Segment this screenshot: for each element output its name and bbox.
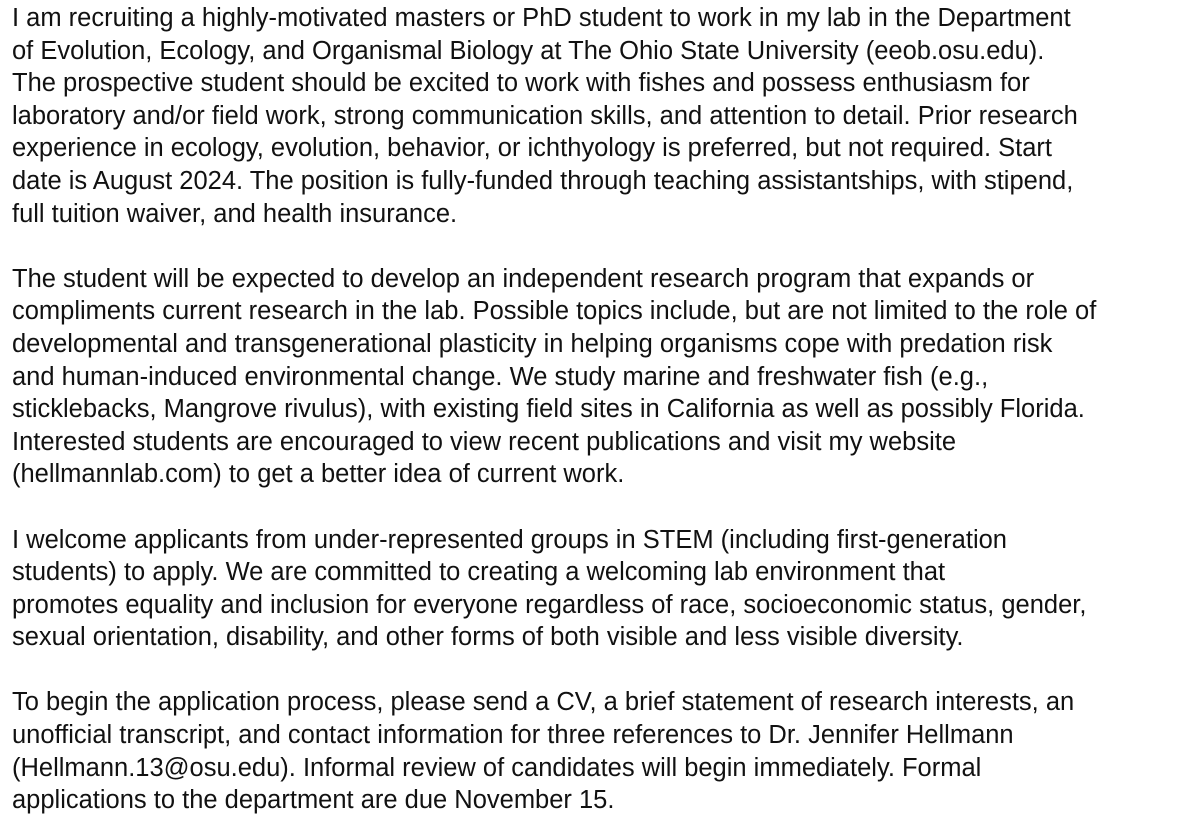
text-line: To begin the application process, please send a CV, a brief statement of research interests, an — [12, 688, 1075, 717]
text-line: full tuition waiver, and health insurance. — [12, 199, 458, 228]
text-line: date is August 2024. The position is fully-funded through teaching assistantships, with stipend, — [12, 166, 1074, 195]
text-line: The prospective student should be excited to work with fishes and possess enthusiasm for — [12, 69, 1030, 98]
document-body — [12, 2, 1192, 817]
text-line: (Hellmann.13@osu.edu). Informal review of candidates will begin immediately. Formal — [12, 753, 982, 782]
text-line: sticklebacks, Mangrove rivulus), with existing field sites in California as well as possibly Florida. — [12, 395, 1085, 424]
paragraph-application-process — [12, 686, 1192, 816]
paragraph-position-description — [12, 2, 1192, 230]
text-line: I welcome applicants from under-represented groups in STEM (including first-generation — [12, 525, 1007, 554]
text-line: unofficial transcript, and contact information for three references to Dr. Jennifer Hellmann — [12, 721, 1014, 750]
text-line: (hellmannlab.com) to get a better idea of current work. — [12, 460, 625, 489]
paragraph-research-program — [12, 263, 1192, 491]
text-line: experience in ecology, evolution, behavior, or ichthyology is preferred, but not required. Start — [12, 134, 1052, 163]
text-line: sexual orientation, disability, and other forms of both visible and less visible diversity. — [12, 623, 964, 652]
text-line: of Evolution, Ecology, and Organismal Biology at The Ohio State University (eeob.osu.edu). — [12, 36, 1045, 65]
text-line: I am recruiting a highly-motivated masters or PhD student to work in my lab in the Department — [12, 4, 1071, 32]
text-line: and human-induced environmental change. We study marine and freshwater fish (e.g., — [12, 362, 989, 391]
text-line: applications to the department are due November 15. — [12, 786, 615, 815]
text-line: promotes equality and inclusion for everyone regardless of race, socioeconomic status, gender, — [12, 590, 1087, 619]
text-line: The student will be expected to develop an independent research program that expands or — [12, 264, 1035, 293]
text-line: compliments current research in the lab. Possible topics include, but are not limited to the role of — [12, 297, 1097, 326]
text-line: developmental and transgenerational plasticity in helping organisms cope with predation risk — [12, 329, 1053, 358]
text-line: Interested students are encouraged to view recent publications and visit my website — [12, 427, 957, 456]
paragraph-diversity-statement — [12, 524, 1192, 654]
text-line: students) to apply. We are committed to creating a welcoming lab environment that — [12, 558, 946, 587]
text-line: laboratory and/or field work, strong communication skills, and attention to detail. Prior research — [12, 101, 1078, 130]
